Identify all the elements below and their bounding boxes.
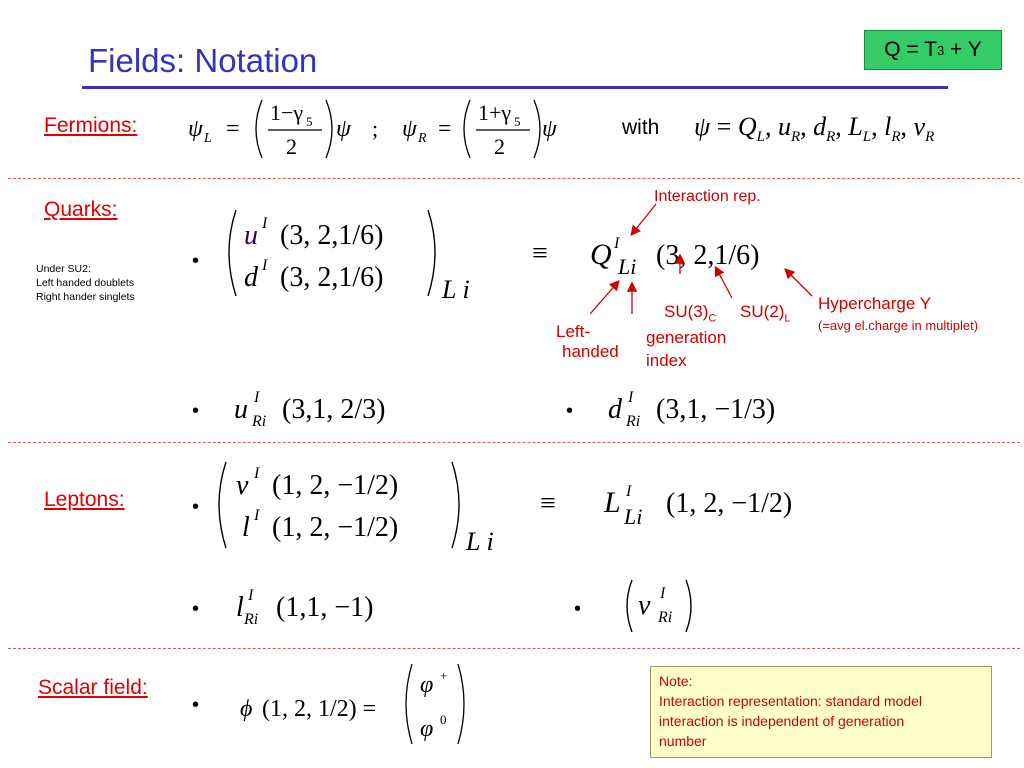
svg-text:Ri: Ri [626, 413, 641, 430]
svg-text:ψ: ψ [402, 116, 417, 142]
svg-text:u: u [234, 394, 248, 425]
su3-main: SU(3) [664, 302, 709, 321]
svg-text:I: I [628, 389, 634, 406]
svg-text:I: I [254, 507, 260, 524]
su2-sub: L [784, 312, 791, 325]
title-underline [82, 86, 948, 89]
svg-text:(1, 2, 1/2) =: (1, 2, 1/2) = [262, 696, 377, 722]
su2-note-line1: Under SU2: [36, 263, 91, 275]
svg-text:(3, 2,1/6): (3, 2,1/6) [280, 262, 384, 293]
right-down-quark [604, 384, 824, 434]
page-title: Fields: Notation [88, 42, 318, 79]
note-line4: number [659, 733, 707, 749]
right-lepton [230, 582, 430, 632]
separator-1 [8, 178, 1020, 179]
bullet: • [192, 496, 200, 518]
svg-text:ψ: ψ [542, 116, 557, 142]
leptons-label: Leptons: [44, 488, 125, 511]
svg-text:(1, 2, −1/2): (1, 2, −1/2) [272, 512, 399, 543]
svg-text:1+γ: 1+γ [478, 100, 512, 125]
su2-main: SU(2) [740, 302, 785, 321]
generation-line2: index [646, 351, 687, 370]
svg-text:5: 5 [306, 114, 313, 129]
charge-formula-box [864, 30, 1002, 70]
separator-2 [8, 442, 1020, 443]
svg-text:5: 5 [514, 114, 521, 129]
svg-text:=: = [226, 116, 240, 142]
svg-text:L i: L i [466, 527, 494, 556]
svg-text:ν: ν [638, 590, 651, 621]
left-handed-line2: handed [562, 342, 619, 361]
su2-annotation [740, 302, 791, 324]
su3-annotation [664, 302, 716, 324]
qbox-main: Q = T [884, 38, 937, 61]
svg-text:I: I [262, 257, 268, 274]
svg-text:(1, 2, −1/2): (1, 2, −1/2) [666, 488, 793, 519]
svg-text:=: = [438, 116, 452, 142]
svg-text:2: 2 [494, 134, 505, 159]
scalar-doublet [236, 656, 476, 756]
svg-text:I: I [614, 235, 620, 252]
note-box [650, 666, 992, 758]
equiv-sign-leptons: ≡ [540, 488, 556, 519]
fermion-field-list: $\psi = Q_L$, $u_R$, $d_R$, $L_L$, $l_R$, $\nu_R$ [694, 112, 935, 146]
svg-text:d: d [608, 394, 622, 425]
svg-text:u: u [244, 220, 258, 251]
svg-text:(3,1, 2/3): (3,1, 2/3) [282, 394, 386, 425]
left-handed-annotation [556, 322, 619, 362]
svg-text:Ri: Ri [658, 609, 673, 626]
hypercharge-annotation: Hypercharge Y [818, 294, 932, 313]
generation-annotation [646, 326, 726, 372]
svg-text:L: L [204, 131, 212, 146]
svg-text:R: R [418, 131, 427, 146]
right-up-quark [230, 384, 430, 434]
svg-text:(1, 2, −1/2): (1, 2, −1/2) [272, 470, 399, 501]
svg-text:(3, 2,1/6): (3, 2,1/6) [656, 240, 760, 271]
with-label: with [622, 116, 660, 139]
lepton-doublet-compact [600, 478, 850, 534]
note-line3: interaction is independent of generation [659, 713, 905, 729]
fermion-projection-equations [180, 92, 580, 166]
svg-text:(1,1, −1): (1,1, −1) [276, 592, 374, 623]
svg-text:ψ: ψ [188, 116, 203, 142]
svg-text:φ: φ [420, 716, 434, 742]
svg-text:Ri: Ri [244, 611, 259, 628]
svg-text:I: I [660, 585, 666, 602]
lepton-doublet [212, 458, 512, 558]
svg-text:I: I [248, 587, 254, 604]
svg-text:Ri: Ri [252, 413, 267, 430]
svg-text:I: I [254, 389, 260, 406]
svg-text:Li: Li [618, 254, 637, 279]
quark-doublet [222, 206, 522, 306]
separator-3 [8, 648, 1020, 649]
su3-sub: C [708, 312, 717, 325]
svg-text:(3,1, −1/3): (3,1, −1/3) [656, 394, 776, 425]
bullet: • [192, 598, 200, 620]
su2-note-line3: Right hander singlets [36, 291, 135, 303]
svg-text:1−γ: 1−γ [270, 100, 304, 125]
svg-text:ψ: ψ [336, 116, 351, 142]
scalar-field-label: Scalar field: [38, 676, 148, 699]
generation-line1: generation [646, 328, 727, 347]
qbox-sub: 3 [936, 42, 945, 58]
svg-text:l: l [236, 592, 244, 623]
bullet: • [192, 250, 200, 272]
qbox-tail: + Y [944, 38, 982, 61]
svg-text:ϕ: ϕ [240, 696, 253, 722]
svg-text:I: I [262, 215, 268, 232]
bullet: • [192, 694, 200, 716]
svg-text:Li: Li [624, 504, 643, 529]
fermions-label: Fermions: [44, 114, 138, 137]
svg-text:I: I [626, 483, 632, 500]
svg-text:I: I [254, 465, 260, 482]
svg-text:L: L [604, 486, 621, 519]
right-neutrino [622, 576, 712, 636]
note-line2: Interaction representation: standard model [659, 693, 923, 709]
su2-note-line2: Left handed doublets [36, 277, 135, 289]
svg-text:ν: ν [236, 470, 249, 501]
interaction-rep-annotation: Interaction rep. [654, 188, 761, 205]
svg-text:;: ; [372, 116, 379, 141]
hypercharge-note: (=avg el.charge in multiplet) [818, 318, 979, 333]
svg-text:(3, 2,1/6): (3, 2,1/6) [280, 220, 384, 251]
svg-text:φ: φ [420, 672, 434, 698]
bullet: • [192, 400, 200, 422]
equiv-sign-quarks: ≡ [532, 238, 548, 269]
svg-text:2: 2 [286, 134, 297, 159]
su2-note [36, 262, 135, 304]
note-line1: Note: [659, 673, 693, 689]
svg-text:+: + [440, 668, 448, 683]
svg-text:Q: Q [590, 238, 612, 271]
left-handed-line1: Left- [556, 322, 591, 341]
svg-text:d: d [244, 262, 258, 293]
quarks-label: Quarks: [44, 198, 118, 221]
bullet: • [566, 400, 574, 422]
svg-text:0: 0 [440, 712, 447, 727]
svg-text:l: l [242, 512, 250, 543]
svg-text:L i: L i [442, 275, 470, 304]
bullet: • [574, 598, 582, 620]
